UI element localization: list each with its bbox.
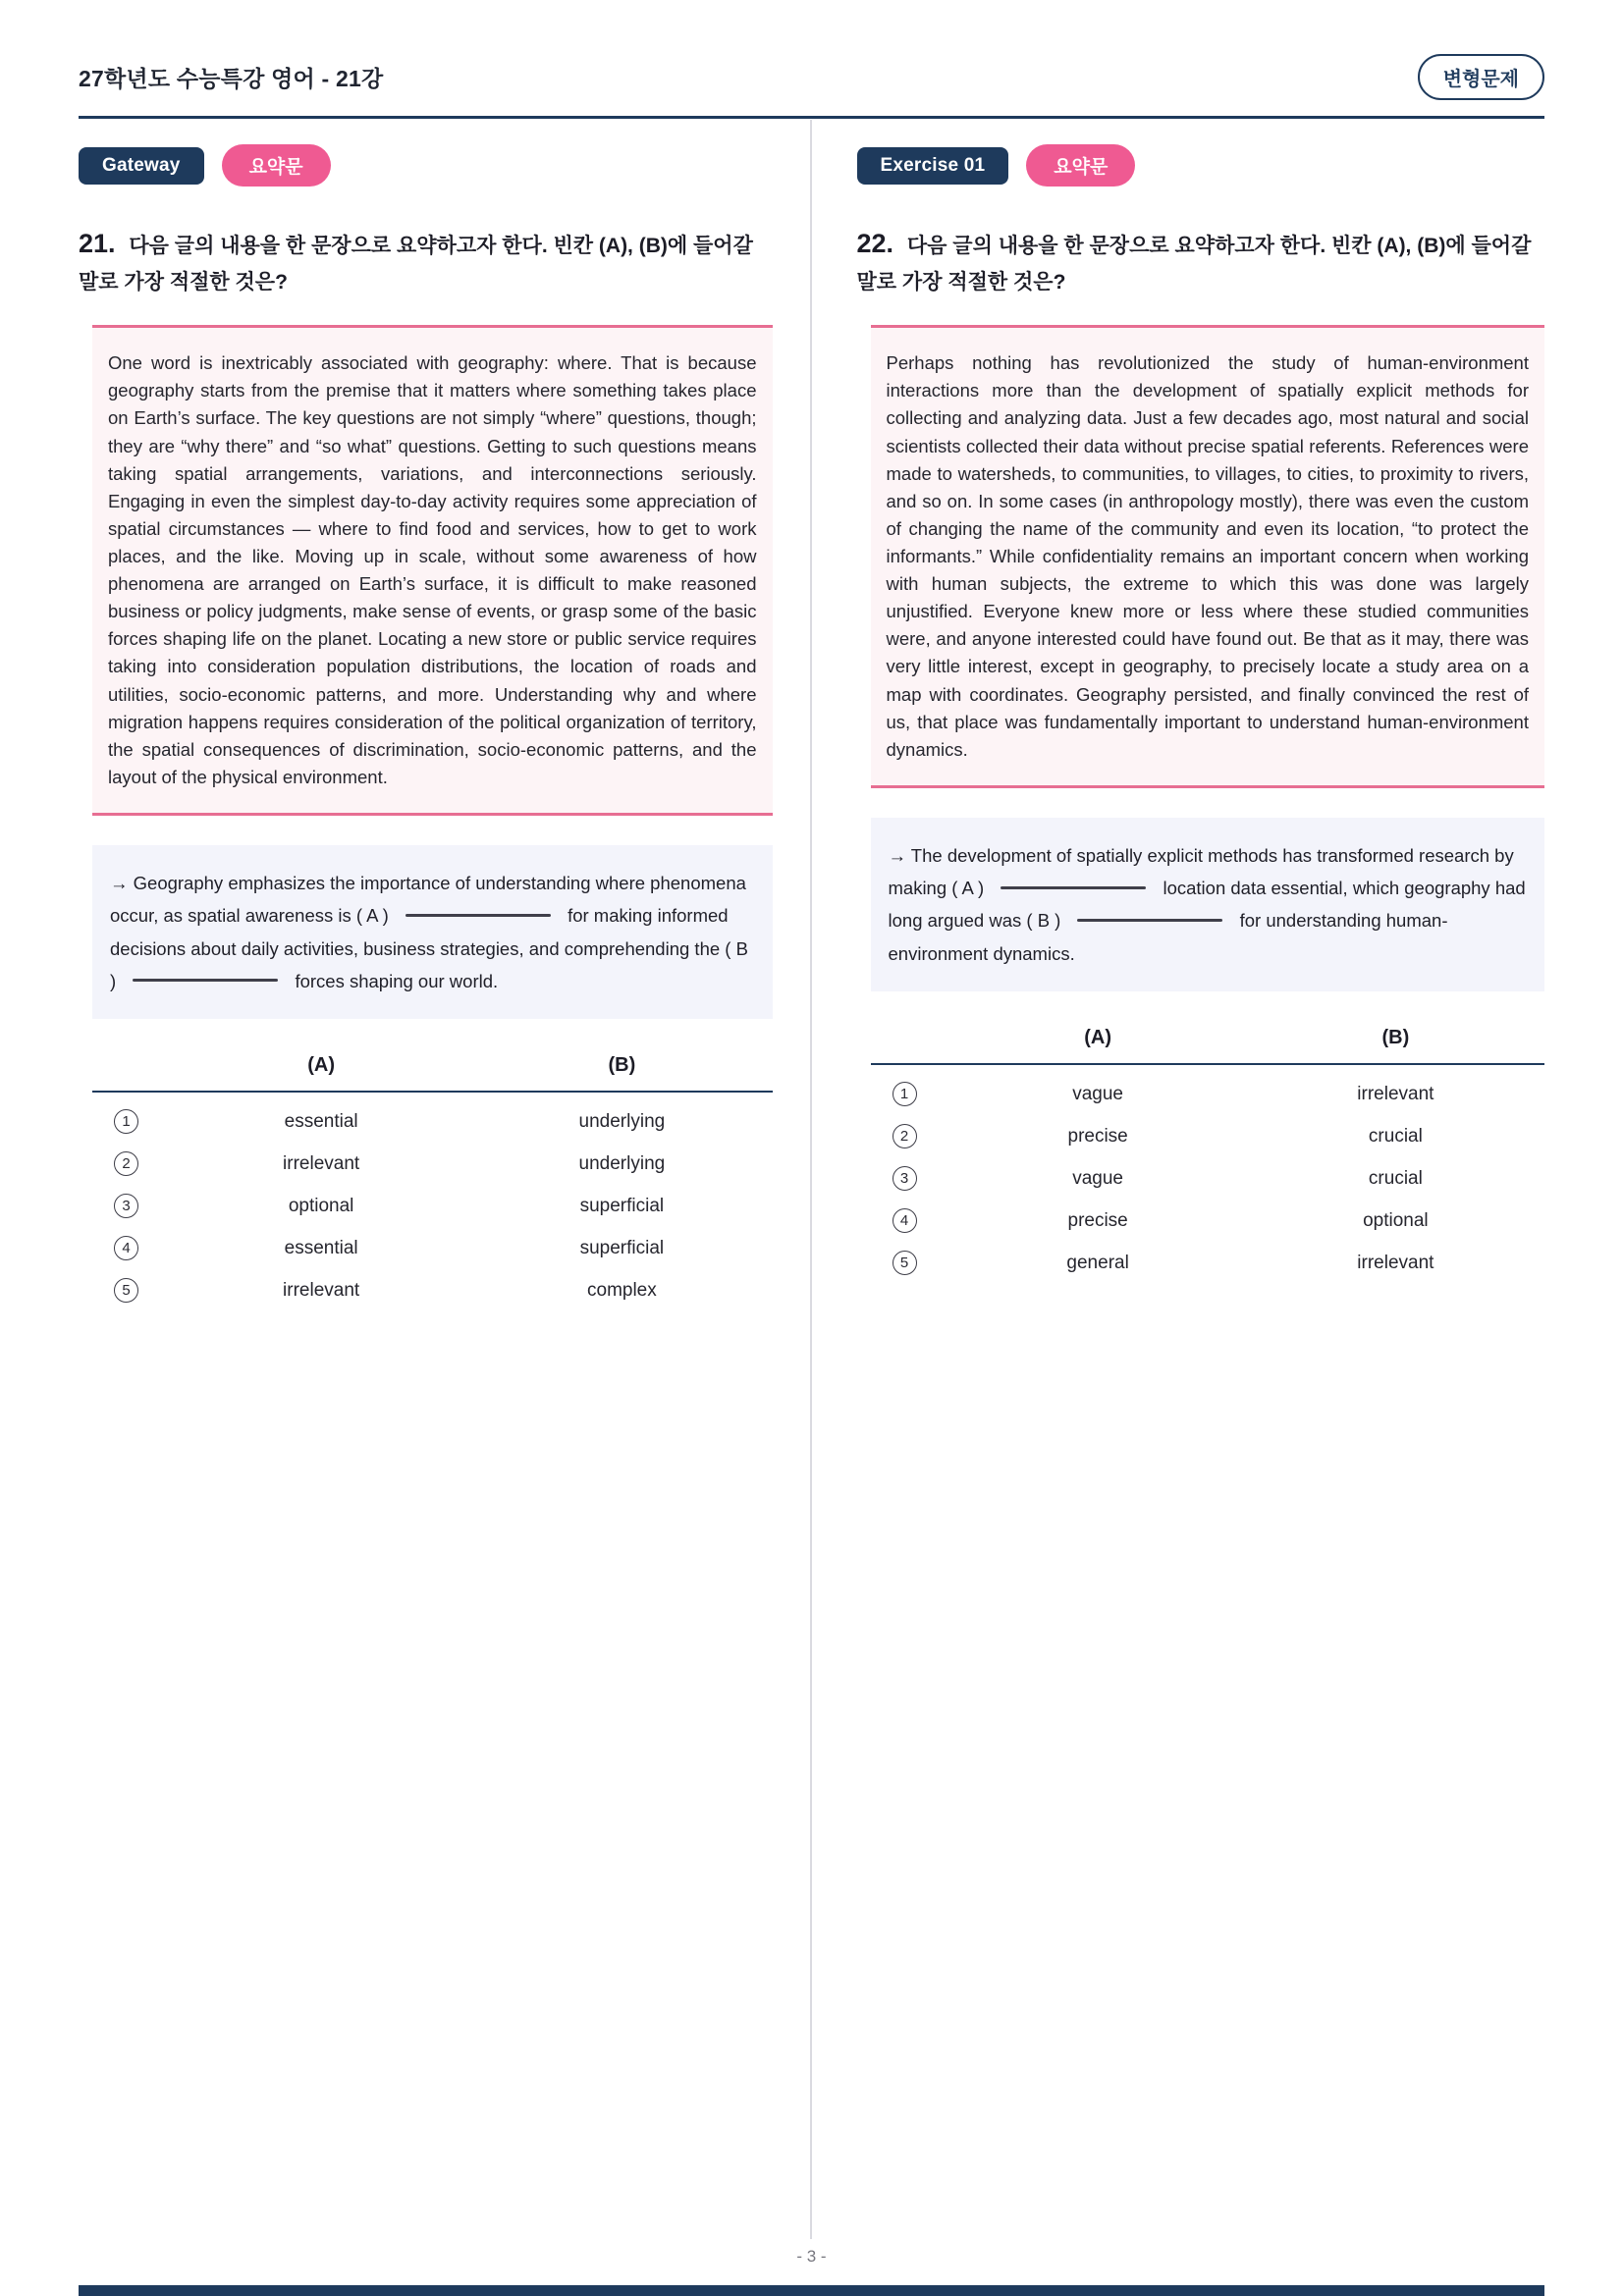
circled-number: 2 [893,1124,917,1148]
option-number [871,1251,949,1275]
options-header [871,1023,1545,1065]
question-22-number: 22. [856,229,894,258]
option-b-value: irrelevant [1357,1083,1434,1104]
summary-segment: for making informed decisions about daily activities, business strategies, and comprehending the ( B ) [110,905,748,991]
blank-a-line [1001,886,1146,889]
option-number [92,1109,171,1134]
option-a-value: vague [1072,1083,1124,1104]
option-number [871,1124,949,1148]
option-a-value: general [1066,1252,1129,1273]
option-b-value: irrelevant [1357,1252,1434,1273]
question-21-passage: One word is inextricably associated with geography: where. That is because geography starts from the premise that it matters where something takes place on Earth’s surface. The key questions are not simply “where” questions, though; they are “why there” and “so what” questions. Getting to such questions means taking spatial arrangements, variations, and interconnections seriously. Engaging in even the simplest day-to-day activity requires some appreciation of spatial circumstances — where to find food and services, how to get to work places, and the like. Moving up in scale, without some awareness of how phenomena are arranged on Earth’s surface, it is difficult to make reasoned business or policy judgments, make sense of events, or grasp some of the basic forces shaping life on the planet. Locating a new store or public service requires taking into consideration population distributions, the location of roads and utilities, socio-economic patterns, and more. Understanding why and where migration happens requires consideration of the political organization of territory, the spatial consequences of discrimination, socio-economic patterns, and the layout of the physical environment. [92,325,773,816]
summary-segment: forces shaping our world. [295,970,499,991]
option-a-value: essential [284,1110,358,1132]
option-a-value: vague [1072,1167,1124,1189]
variant-problem-badge: 변형문제 [1418,54,1544,100]
blank-b-line [133,979,278,982]
summary-segment: location data essential, which geography had long argued was ( B ) [888,878,1526,932]
option-a-value: irrelevant [283,1279,360,1301]
column-b-header: (B) [1381,1027,1410,1049]
exercise-01-badge: Exercise 01 [857,147,1009,185]
circled-number: 5 [114,1278,138,1303]
options-header-spacer [871,1027,949,1049]
circled-number: 4 [893,1208,917,1233]
summary-type-badge: 요약문 [1026,144,1135,187]
option-number [871,1208,949,1233]
question-22-prompt-text: 다음 글의 내용을 한 문장으로 요약하고자 한다. 빈칸 (A), (B)에 들어갈 말로 가장 적절한 것은? [856,235,1532,294]
blank-a-line [406,914,551,917]
bottom-accent-bar [79,2285,1544,2296]
option-row-5 [871,1242,1545,1284]
option-row-4 [92,1227,773,1269]
circled-number: 2 [114,1151,138,1176]
option-row-1 [92,1100,773,1143]
column-b-header: (B) [608,1054,636,1077]
options-header-spacer [92,1054,171,1077]
option-b-value: crucial [1368,1167,1423,1189]
option-number [92,1236,171,1260]
question-21-options-table [92,1050,773,1311]
question-21-section [79,144,812,1311]
options-rows [92,1100,773,1311]
summary-segment: → Geography emphasizes the importance of understanding where phenomena occur, as spatial awareness is ( A ) [110,872,746,927]
summary-type-badge: 요약문 [222,144,331,187]
option-row-2 [871,1115,1545,1157]
option-b-value: superficial [579,1195,665,1216]
option-row-5 [92,1269,773,1311]
option-b-value: superficial [579,1237,665,1258]
option-number [871,1166,949,1191]
option-b-value: crucial [1368,1125,1423,1147]
question-21-number: 21. [79,229,116,258]
question-22-options-table [871,1023,1545,1284]
question-22-section [812,144,1545,1311]
option-a-value: precise [1067,1209,1128,1231]
option-number [92,1151,171,1176]
column-a-header: (A) [307,1054,335,1077]
gateway-badge: Gateway [79,147,204,185]
question-22-prompt [857,222,1545,299]
option-b-value: underlying [578,1152,666,1174]
option-b-value: optional [1363,1209,1429,1231]
column-divider [810,120,812,2239]
option-b-value: complex [587,1279,657,1301]
option-b-value: underlying [578,1110,666,1132]
circled-number: 1 [114,1109,138,1134]
option-number [92,1194,171,1218]
option-row-4 [871,1200,1545,1242]
question-22-badges [857,144,1545,187]
option-row-1 [871,1073,1545,1115]
option-a-value: precise [1067,1125,1128,1147]
summary-segment: → The development of spatially explicit methods has transformed research by making ( A ) [888,844,1514,899]
question-22-passage: Perhaps nothing has revolutionized the study of human-environment interactions more than the development of spatially explicit methods for collecting and analyzing data. Just a few decades ago, most natural and social scientists collected their data without precise spatial referents. References were made to watersheds, to communities, to villages, to cities, to proximity to rivers, and so on. In some cases (in anthropology mostly), there was even the custom of changing the name of the community and even its location, “to protect the informants.” While confidentiality remains an important concern when working with human subjects, the extreme to which this was done was largely unjustified. Everyone knew more or less where these studied communities were, and anyone interested could have found out. Be that as it may, there was very little interest, except in geography, to precisely locate a study area on a map with coordinates. Geography persisted, and finally convinced the rest of us, that place was fundamentally important to understand human-environment dynamics. [871,325,1545,788]
column-a-header: (A) [1084,1027,1111,1049]
summary-segment: for understanding human-environment dynamics. [888,910,1448,964]
options-rows [871,1073,1545,1284]
page-number: - 3 - [796,2247,827,2266]
circled-number: 3 [893,1166,917,1191]
option-number [871,1082,949,1106]
option-number [92,1278,171,1303]
option-a-value: optional [288,1195,354,1216]
option-a-value: essential [284,1237,358,1258]
question-21-badges [79,144,773,187]
option-row-3 [871,1157,1545,1200]
page-header [79,54,1544,119]
options-header [92,1050,773,1093]
page-title: 27학년도 수능특강 영어 - 21강 [79,66,384,91]
question-21-prompt-text: 다음 글의 내용을 한 문장으로 요약하고자 한다. 빈칸 (A), (B)에 들어갈 말로 가장 적절한 것은? [79,235,753,294]
circled-number: 3 [114,1194,138,1218]
circled-number: 4 [114,1236,138,1260]
option-row-3 [92,1185,773,1227]
option-row-2 [92,1143,773,1185]
circled-number: 5 [893,1251,917,1275]
question-22-summary-box [871,818,1545,991]
question-21-summary-box [92,845,773,1019]
blank-b-line [1077,919,1222,922]
option-a-value: irrelevant [283,1152,360,1174]
question-21-prompt [79,222,773,299]
circled-number: 1 [893,1082,917,1106]
